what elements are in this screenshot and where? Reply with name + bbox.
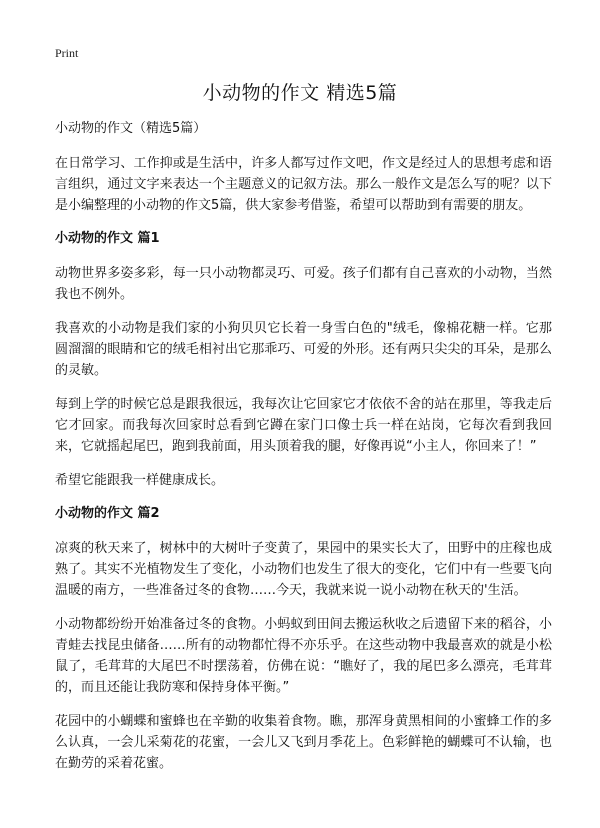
section-1 [55, 229, 552, 491]
section-paragraph: 花园中的小蝴蝶和蜜蜂也在辛勤的收集着食物。瞧，那浑身黄黑相间的小蜜蜂工作的多么认真，一会儿采菊花的花蜜，一会儿又飞到月季花上。色彩鲜艳的蝴蝶可不认输，也在勤劳的采着花蜜。 [55, 714, 552, 771]
print-link[interactable]: Print [55, 46, 79, 60]
section-paragraph: 凉爽的秋天来了，树林中的大树叶子变黄了，果园中的果实长大了，田野中的庄稼也成熟了。其实不光植物发生了变化，小动物们也发生了很大的变化，它们中有一些要飞向温暖的南方，一些准备过冬的食物……今天，我就来说一说小动物在秋天的'生活。 [55, 541, 552, 598]
intro-paragraph: 在日常学习、工作抑或是生活中，许多人都写过作文吧，作文是经过人的思想考虑和语言组织，通过文字来表达一个主题意义的记叙方法。那么一般作文是怎么写的呢？以下是小编整理的小动物的作文5篇，供大家参考借鉴，希望可以帮助到有需要的朋友。 [55, 156, 552, 213]
section-heading: 小动物的作文 篇2 [55, 506, 160, 521]
section-2 [55, 504, 552, 774]
section-heading: 小动物的作文 篇1 [55, 231, 160, 246]
article-body [55, 118, 552, 787]
page-title: 小动物的作文 精选5篇 [202, 82, 398, 104]
section-paragraph: 每到上学的时候它总是跟我很远，我每次让它回家它才依依不舍的站在那里，等我走后它才回家。而我每次回家时总看到它蹲在家门口像士兵一样在站岗，它每次看到我回来，它就摇起尾巴，跑到我前面，用头顶着我的腿，好像再说“小主人，你回来了！” [55, 397, 552, 454]
section-paragraph: 希望它能跟我一样健康成长。 [55, 473, 225, 488]
section-paragraph: 动物世界多姿多彩，每一只小动物都灵巧、可爱。孩子们都有自己喜欢的小动物，当然我也不例外。 [55, 266, 552, 302]
section-paragraph: 小动物都纷纷开始准备过冬的食物。小蚂蚁到田间去搬运秋收之后遗留下来的稻谷，小青蛙去找昆虫储备……所有的动物都忙得不亦乐乎。在这些动物中我最喜欢的就是小松鼠了，毛茸茸的大尾巴不时摆荡着，仿佛在说：“瞧好了，我的尾巴多么漂亮，毛茸茸的，而且还能让我防寒和保持身体平衡。” [55, 617, 552, 695]
article-subtitle: 小动物的作文（精选5篇） [55, 121, 207, 136]
section-paragraph: 我喜欢的小动物是我们家的小狗贝贝它长着一身雪白色的"绒毛，像棉花糖一样。它那圆溜溜的眼睛和它的绒毛相衬出它那乖巧、可爱的外形。还有两只尖尖的耳朵，是那么的灵敏。 [55, 321, 552, 378]
